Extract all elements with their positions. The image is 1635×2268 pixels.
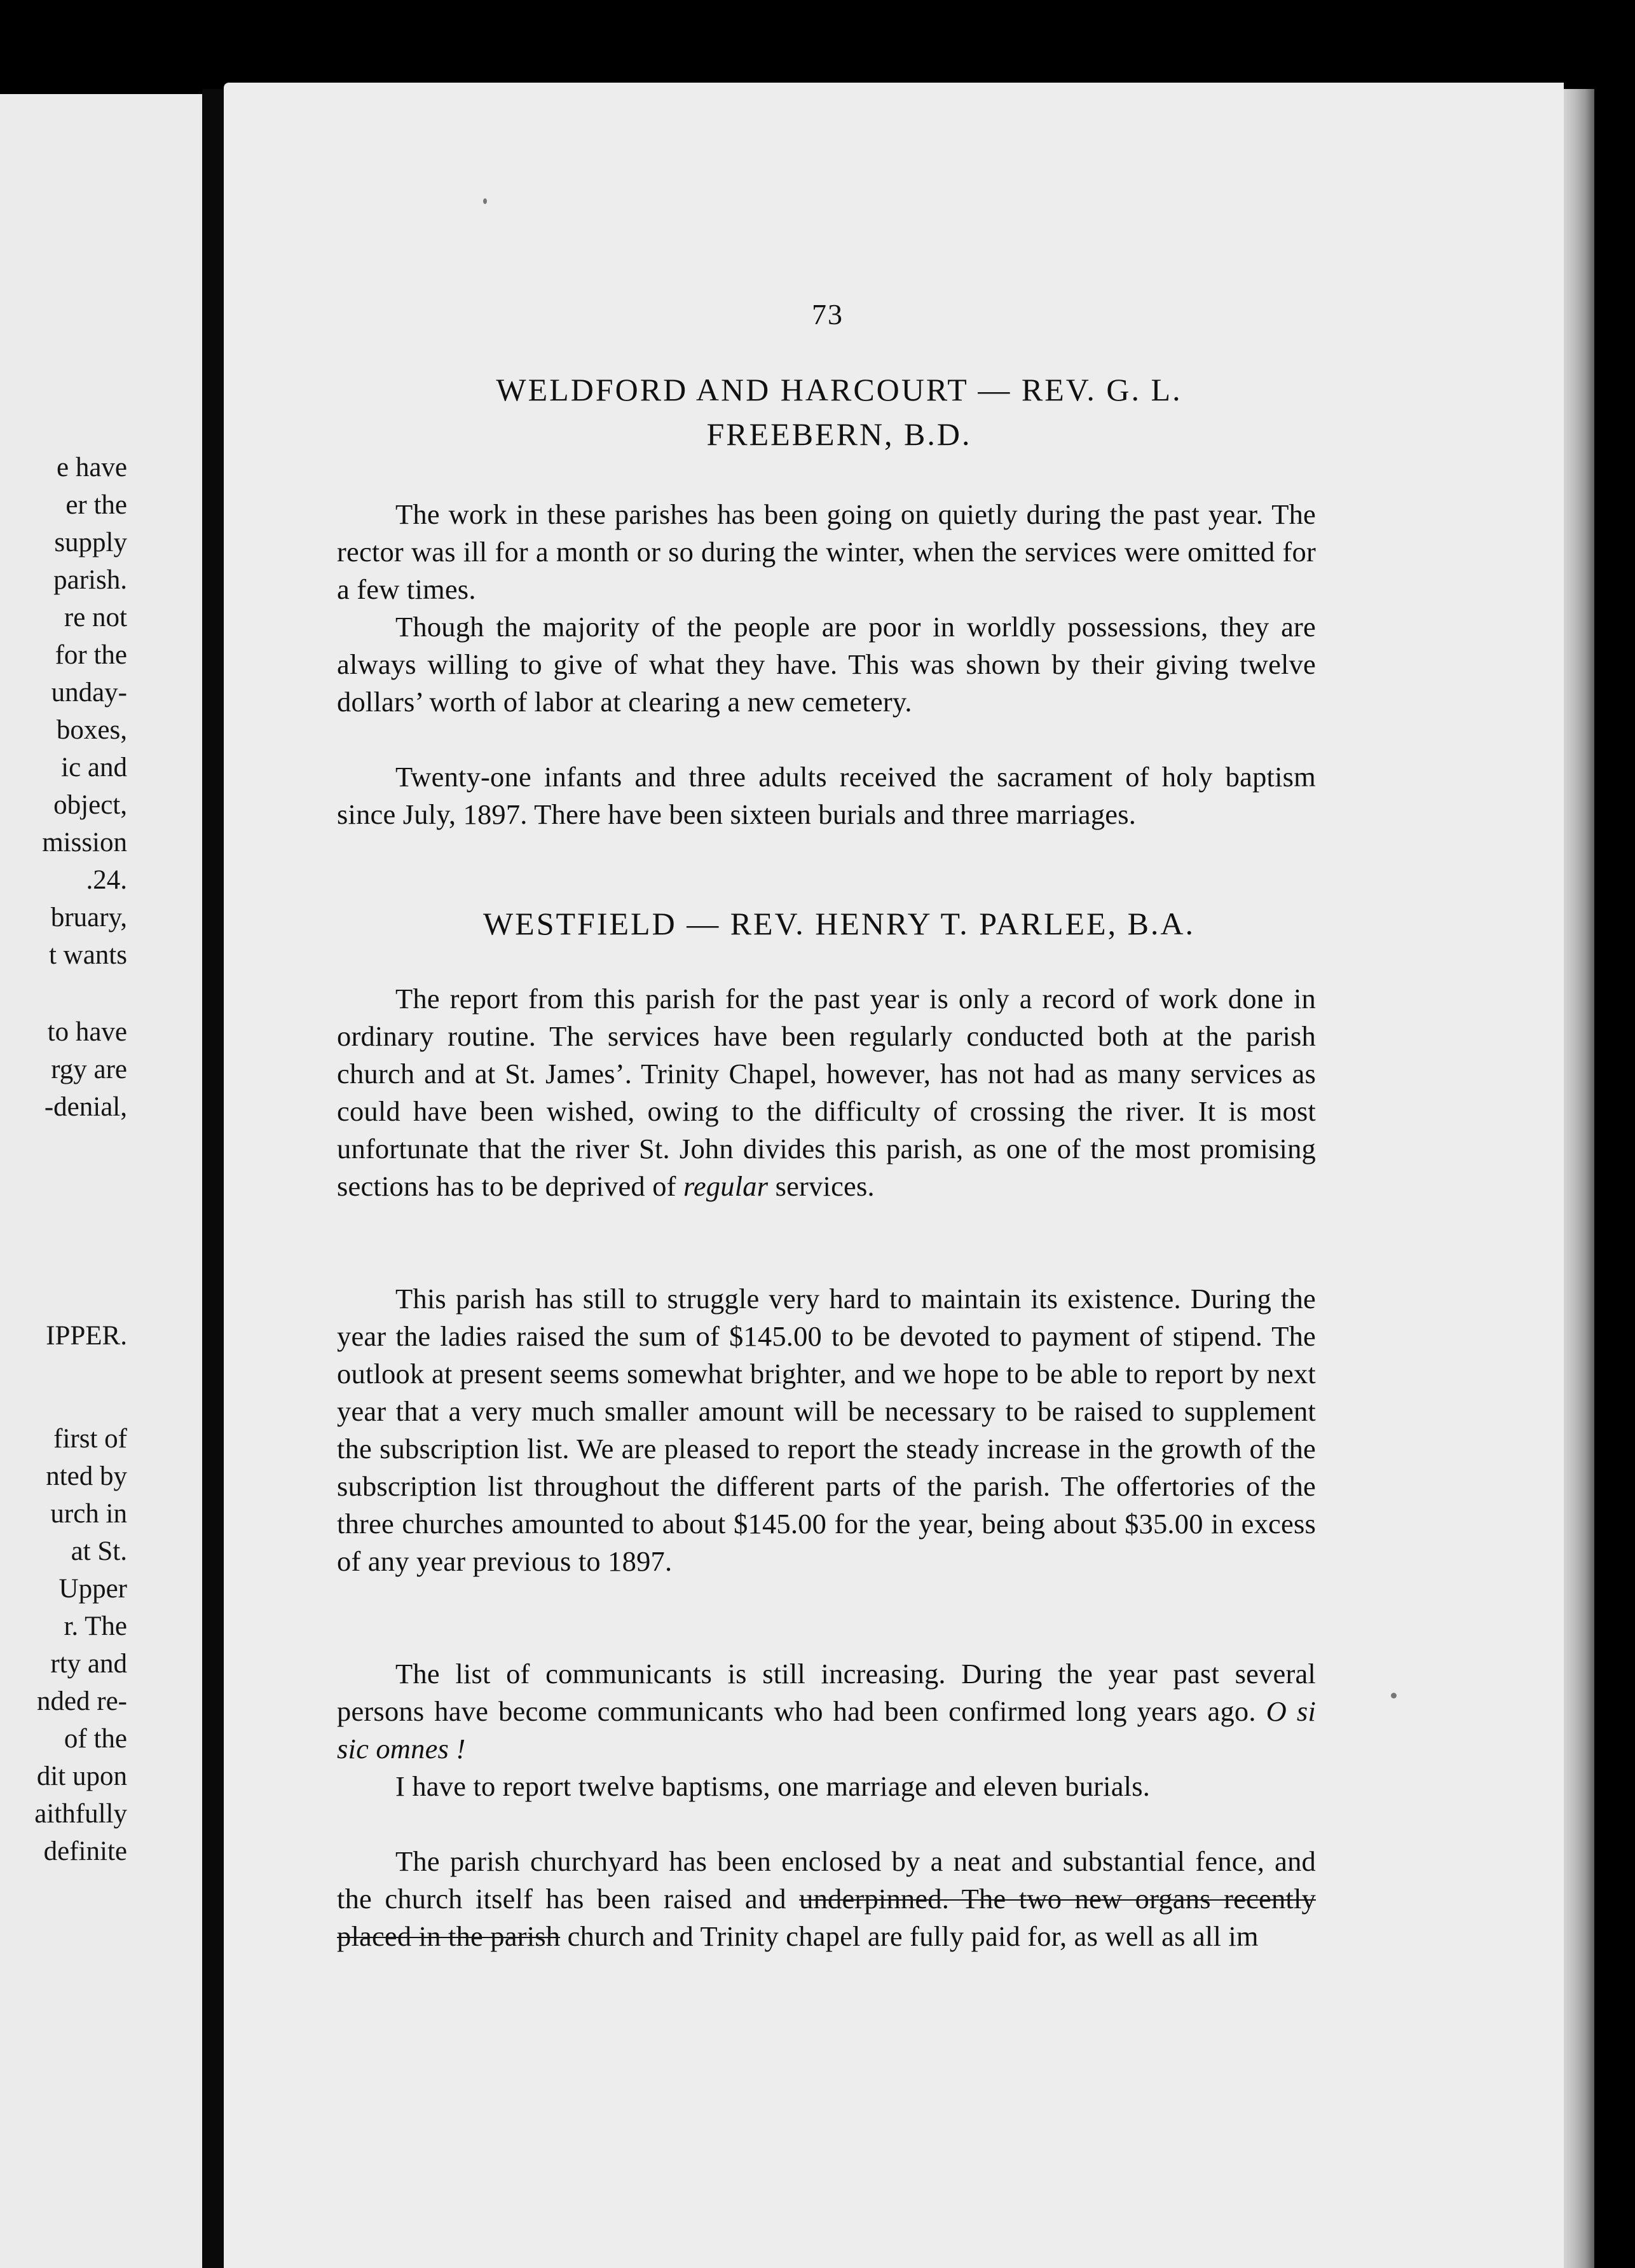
left-text-line: dit upon: [36, 1761, 127, 1791]
page-edge: [1564, 89, 1594, 2268]
left-page-fragment: [0, 94, 202, 2268]
left-text-line: parish.: [53, 565, 127, 595]
left-text-line: r. The: [64, 1611, 127, 1641]
left-text-line: re not: [64, 603, 127, 632]
left-text-line: nted by: [46, 1461, 127, 1491]
left-text-line: urch in: [50, 1499, 127, 1529]
latin-quote: O si sic omnes !: [337, 1695, 1317, 1765]
left-text-line: -denial,: [44, 1092, 127, 1122]
left-text-line: boxes,: [56, 715, 127, 745]
book-spine: [202, 89, 224, 2268]
left-text-line: mission: [42, 828, 127, 857]
left-text-line: Upper: [58, 1574, 127, 1604]
paragraph: Twenty-one infants and three adults received the sacrament of holy baptism since July, 1897. There have been sixteen burials and three marriages.: [337, 761, 1316, 830]
paragraph: This parish has still to struggle very hard to maintain its existence. During the year the ladies raised the sum of $145.00 to be devoted to payment of stipend. The outlook at present seems somewhat brighter, and we hope to be able to report by next year that a very much smaller amount will be necessary to be raised to supplement the subscription list. We are pleased to report the steady increase in the growth of the subscription list throughout the different parts of the parish. The offertories of the three churches amounted to about $145.00 for the year, being about $35.00 in excess of any year previous to 1897.: [337, 1283, 1316, 1577]
left-text-line: at St.: [71, 1536, 127, 1566]
left-text-line: object,: [53, 790, 127, 820]
paragraph: [337, 1843, 1316, 1955]
left-text-line: first of: [53, 1424, 127, 1454]
left-text-line: .24.: [86, 865, 127, 895]
paragraph: I have to report twelve baptisms, one marriage and eleven burials.: [395, 1770, 1151, 1802]
scan-speck: [483, 198, 487, 204]
left-text-line: aithfully: [34, 1799, 127, 1829]
paragraph: [337, 1655, 1316, 1768]
paragraph-text: church and Trinity chapel are fully paid for, as well as all im: [567, 1920, 1259, 1952]
left-text-line: t wants: [48, 940, 127, 970]
struck-through-text: underpinned. The two new organs recently placed in the parish: [337, 1883, 1316, 1952]
left-text-line: bruary,: [50, 903, 127, 932]
left-text-line: definite: [43, 1836, 127, 1866]
paragraph: The work in these parishes has been going on quietly during the past year. The rector was ill for a month or so during the winter, when the services were omitted for a few times.: [337, 498, 1316, 605]
paragraph-text: services.: [768, 1170, 875, 1202]
left-text-line: ic and: [61, 753, 127, 782]
emphasis: regular: [683, 1170, 769, 1202]
section-heading-weldford-line1: WELDFORD AND HARCOURT — REV. G. L.: [496, 372, 1182, 407]
left-heading-fragment: IPPER.: [46, 1321, 127, 1351]
left-text-line: e have: [56, 453, 127, 482]
left-text-line: nded re-: [36, 1686, 127, 1716]
left-text-line: supply: [54, 528, 127, 557]
section-heading-weldford-line2: FREEBERN, B.D.: [706, 416, 972, 452]
left-text-line: rgy are: [51, 1055, 127, 1084]
paragraph-text: The report from this parish for the past year is only a record of work done in ordinary routine. The services have been regularly conducted both at the parish church and at St. James’. Trinity Chapel, however, has not had as many services as could have been wished, owing to the difficulty of crossing the river. It is most unfortunate that the river St. John divides this parish, as one of the most promising sections has to be deprived of: [337, 983, 1316, 1202]
scan-speck: [1391, 1693, 1397, 1698]
left-text-line: unday-: [51, 678, 127, 707]
left-text-line: rty and: [50, 1649, 127, 1679]
left-text-line: er the: [65, 490, 127, 520]
paragraph-text: The parish churchyard has been enclosed by a neat and substantial fence, and the church itself has been raised and: [337, 1845, 1316, 1915]
paragraph: [337, 980, 1316, 1205]
paragraph: Though the majority of the people are poor in worldly possessions, they are always willing to give of what they have. This was shown by their giving twelve dollars’ worth of labor at clearing a new cemetery.: [337, 611, 1316, 718]
scan-border: [1594, 0, 1635, 2268]
section-heading-westfield: WESTFIELD — REV. HENRY T. PARLEE, B.A.: [482, 906, 1196, 941]
paragraph-text: The list of communicants is still increasing. During the year past several persons have become communicants who had been confirmed long years ago.: [337, 1658, 1316, 1727]
left-text-line: to have: [47, 1017, 127, 1047]
left-text-line: for the: [55, 640, 127, 670]
page-number: 73: [812, 298, 844, 331]
left-text-line: of the: [64, 1724, 127, 1754]
